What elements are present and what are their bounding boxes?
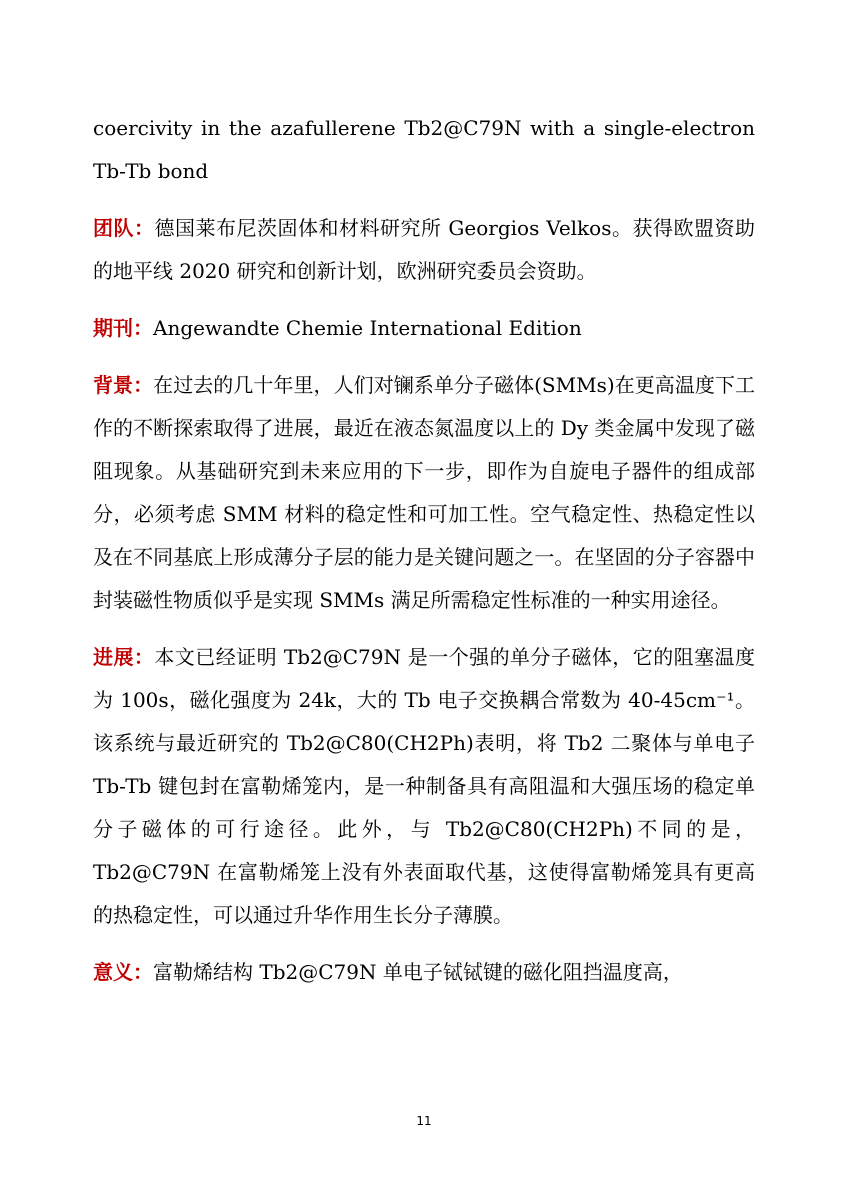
significance-label: 意义： — [93, 960, 153, 984]
progress-paragraph — [93, 636, 755, 937]
journal-text: Angewandte Chemie International Edition — [153, 316, 582, 340]
background-paragraph — [93, 364, 755, 622]
progress-label: 进展： — [93, 645, 155, 669]
significance-text: 富勒烯结构 Tb2@C79N 单电子铽铽键的磁化阻挡温度高， — [153, 960, 683, 984]
background-text: 在过去的几十年里，人们对镧系单分子磁体(SMMs)在更高温度下工作的不断探索取得了进展，最近在液态氮温度以上的 Dy 类金属中发现了磁阻现象。从基础研究到未来应用的下一步，即作为自旋电子器件的组成部分，必须考虑 SMM 材料的稳定性和可加工性。空气稳定性、热稳定性以及在不同基底上形成薄分子层的能力是关键问题之一。在坚固的分子容器中封装磁性物质似乎是实现 SMMs 满足所需稳定性标准的一种实用途径。 — [93, 373, 755, 612]
journal-label: 期刊： — [93, 316, 153, 340]
progress-text: 本文已经证明 Tb2@C79N 是一个强的单分子磁体，它的阻塞温度为 100s，磁化强度为 24k，大的 Tb 电子交换耦合常数为 40-45cm⁻¹。该系统与最近研究的 Tb2@C80(CH2Ph)表明，将 Tb2 二聚体与单电子 Tb-Tb 键包封在富勒烯笼内，是一种制备具有高阻温和大强压场的稳定单分子磁体的可行途径。此外，与 Tb2@C80(CH2Ph)不同的是，Tb2@C79N 在富勒烯笼上没有外表面取代基，这使得富勒烯笼具有更高的热稳定性，可以通过升华作用生长分子薄膜。 — [93, 645, 755, 927]
background-label: 背景： — [93, 373, 154, 397]
team-label: 团队： — [93, 216, 155, 240]
team-paragraph — [93, 207, 755, 293]
page-number: 11 — [416, 1114, 432, 1128]
page-content — [93, 107, 755, 1008]
team-text: 德国莱布尼茨固体和材料研究所 Georgios Velkos。获得欧盟资助的地平线 2020 研究和创新计划，欧洲研究委员会资助。 — [93, 216, 755, 283]
journal-paragraph — [93, 307, 755, 350]
title-continuation: coercivity in the azafullerene Tb2@C79N with a single-electron Tb-Tb bond — [93, 116, 755, 183]
significance-paragraph — [93, 951, 755, 994]
